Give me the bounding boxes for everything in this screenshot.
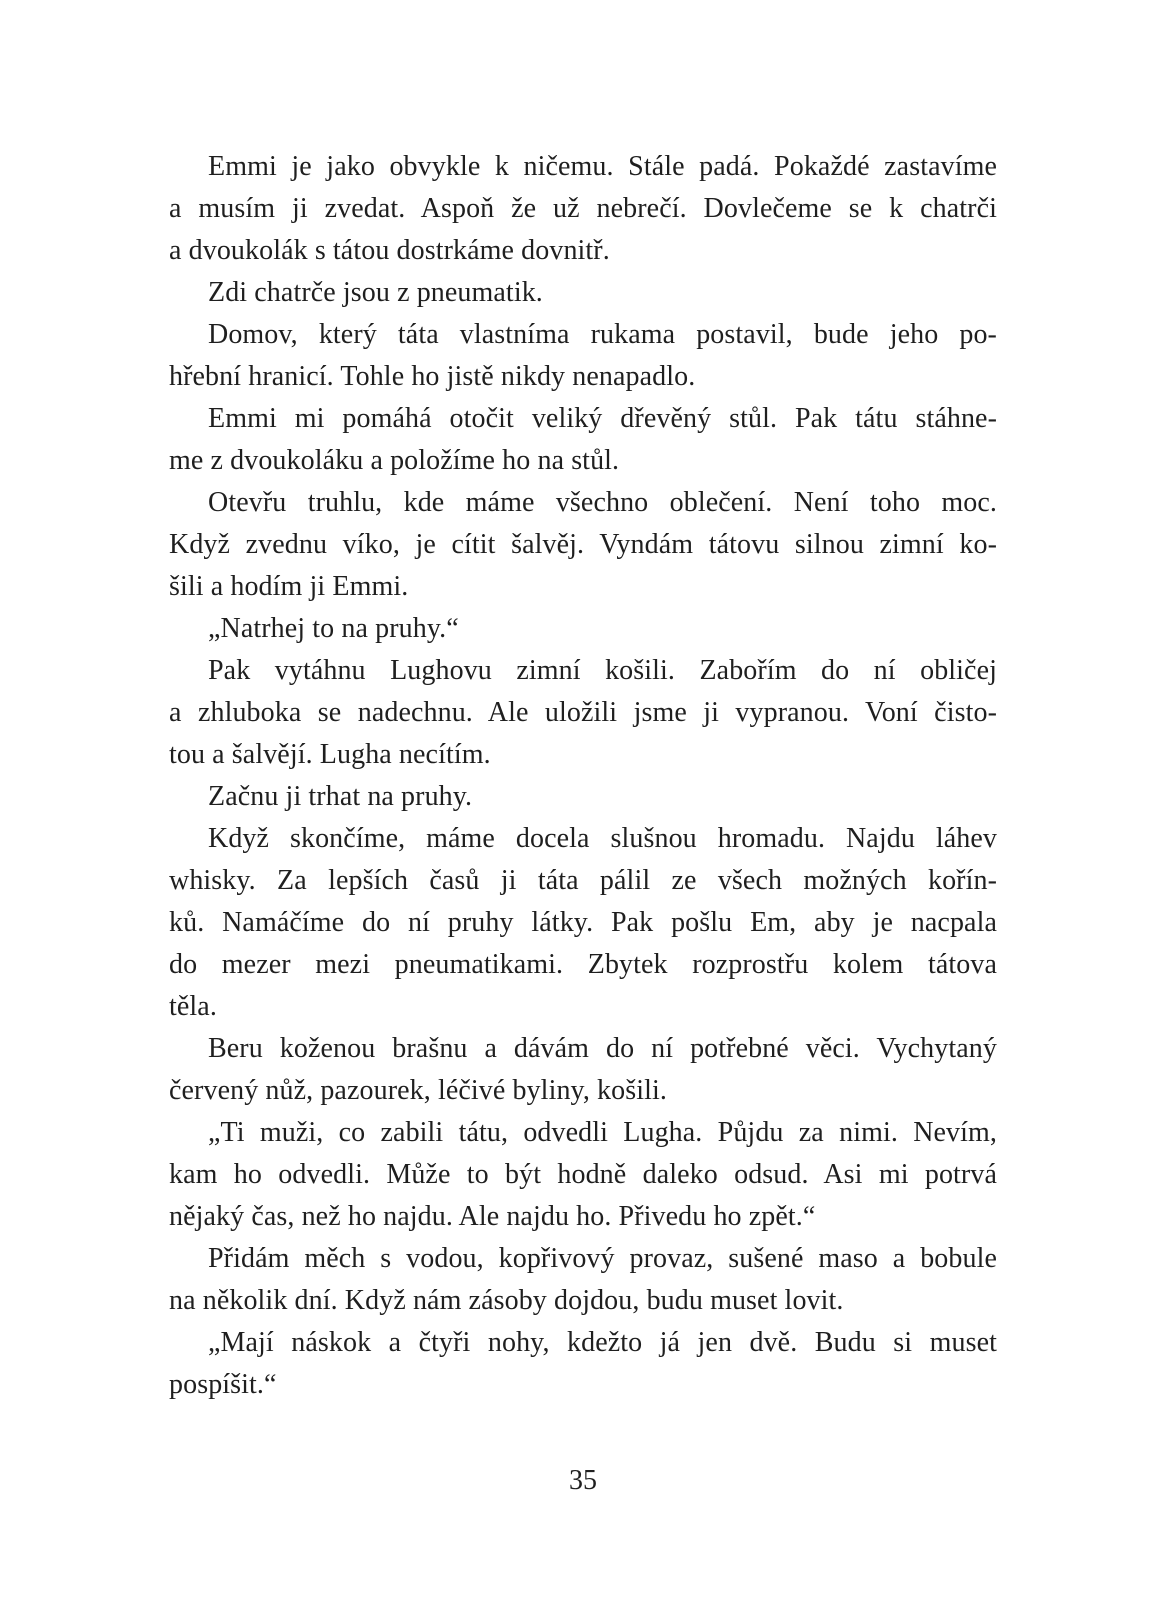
text-line: whisky. Za lepších časů ji táta pálil ze všech možných kořín- — [169, 865, 997, 896]
text-line: červený nůž, pazourek, léčivé byliny, košili. — [169, 1075, 667, 1106]
text-line: a zhluboka se nadechnu. Ale uložili jsme ji vypranou. Voní čisto- — [169, 697, 997, 728]
text-line: Přidám měch s vodou, kopřivový provaz, sušené maso a bobule — [208, 1243, 997, 1274]
text-line: Pak vytáhnu Lughovu zimní košili. Zabořím do ní obličej — [208, 655, 997, 686]
text-line: Když zvednu víko, je cítit šalvěj. Vyndám tátovu silnou zimní ko- — [169, 529, 997, 560]
text-line: hřební hranicí. Tohle ho jistě nikdy nenapadlo. — [169, 361, 696, 392]
text-line: do mezer mezi pneumatikami. Zbytek rozprostřu kolem tátova — [169, 949, 997, 980]
text-line: a musím ji zvedat. Aspoň že už nebrečí. Dovlečeme se k chatrči — [169, 193, 997, 224]
text-line: a dvoukolák s tátou dostrkáme dovnitř. — [169, 235, 610, 266]
body-text — [169, 146, 997, 1406]
text-line: šili a hodím ji Emmi. — [169, 571, 409, 602]
text-line: Beru koženou brašnu a dávám do ní potřebné věci. Vychytaný — [208, 1033, 997, 1064]
text-line: Začnu ji trhat na pruhy. — [208, 781, 473, 812]
text-line: Emmi mi pomáhá otočit veliký dřevěný stůl. Pak tátu stáhne- — [208, 403, 997, 434]
text-line: „Ti muži, co zabili tátu, odvedli Lugha. Půjdu za nimi. Nevím, — [208, 1117, 997, 1148]
text-line: těla. — [169, 991, 217, 1022]
text-line: „Natrhej to na pruhy.“ — [208, 613, 459, 644]
text-line: pospíšit.“ — [169, 1369, 277, 1400]
text-line: ků. Namáčíme do ní pruhy látky. Pak pošlu Em, aby je nacpala — [169, 907, 997, 938]
text-line: nějaký čas, než ho najdu. Ale najdu ho. Přivedu ho zpět.“ — [169, 1201, 816, 1232]
text-line: Emmi je jako obvykle k ničemu. Stále padá. Pokaždé zastavíme — [208, 151, 997, 182]
text-line: na několik dní. Když nám zásoby dojdou, budu muset lovit. — [169, 1285, 844, 1316]
text-line: Otevřu truhlu, kde máme všechno oblečení. Není toho moc. — [208, 487, 997, 518]
text-line: me z dvoukoláku a položíme ho na stůl. — [169, 445, 620, 476]
text-line: Domov, který táta vlastníma rukama postavil, bude jeho po- — [208, 319, 997, 350]
page-number: 35 — [569, 1465, 597, 1496]
text-line: tou a šalvějí. Lugha necítím. — [169, 739, 491, 770]
text-line: Zdi chatrče jsou z pneumatik. — [208, 277, 543, 308]
text-line: „Mají náskok a čtyři nohy, kdežto já jen dvě. Budu si muset — [208, 1327, 997, 1358]
text-line: kam ho odvedli. Může to být hodně daleko odsud. Asi mi potrvá — [169, 1159, 997, 1190]
text-line: Když skončíme, máme docela slušnou hromadu. Najdu láhev — [208, 823, 997, 854]
